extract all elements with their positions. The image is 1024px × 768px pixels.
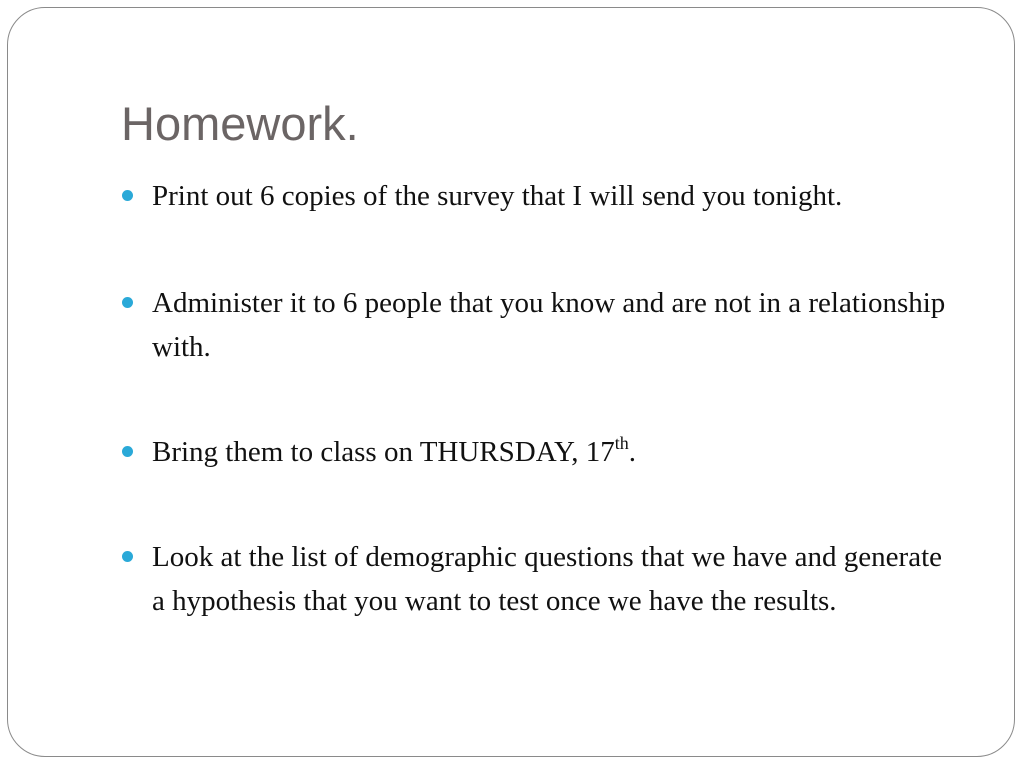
bullet-text: Bring them to class on THURSDAY, 17 <box>152 436 615 468</box>
bullet-text: Print out 6 copies of the survey that I will send you tonight. <box>152 180 843 212</box>
slide-title: Homework. <box>121 97 359 150</box>
bullet-dot-icon <box>122 297 133 308</box>
slide-frame <box>7 7 1015 757</box>
bullet-list <box>122 174 962 623</box>
bullet-dot-icon <box>122 446 133 457</box>
bullet-item-hypothesis <box>122 535 962 623</box>
bullet-dot-icon <box>122 190 133 201</box>
bullet-item-bring-to-class <box>122 430 962 474</box>
bullet-dot-icon <box>122 551 133 562</box>
date-ordinal-suffix: th <box>614 433 629 453</box>
bullet-text-end: . <box>628 436 636 468</box>
bullet-item-print-copies <box>122 174 962 218</box>
bullet-text: Look at the list of demographic questions that we have and generate a hypothesis that you want to test once we have the results. <box>152 541 942 617</box>
bullet-item-administer <box>122 281 962 369</box>
bullet-text: Administer it to 6 people that you know and are not in a relationship with. <box>152 287 946 363</box>
